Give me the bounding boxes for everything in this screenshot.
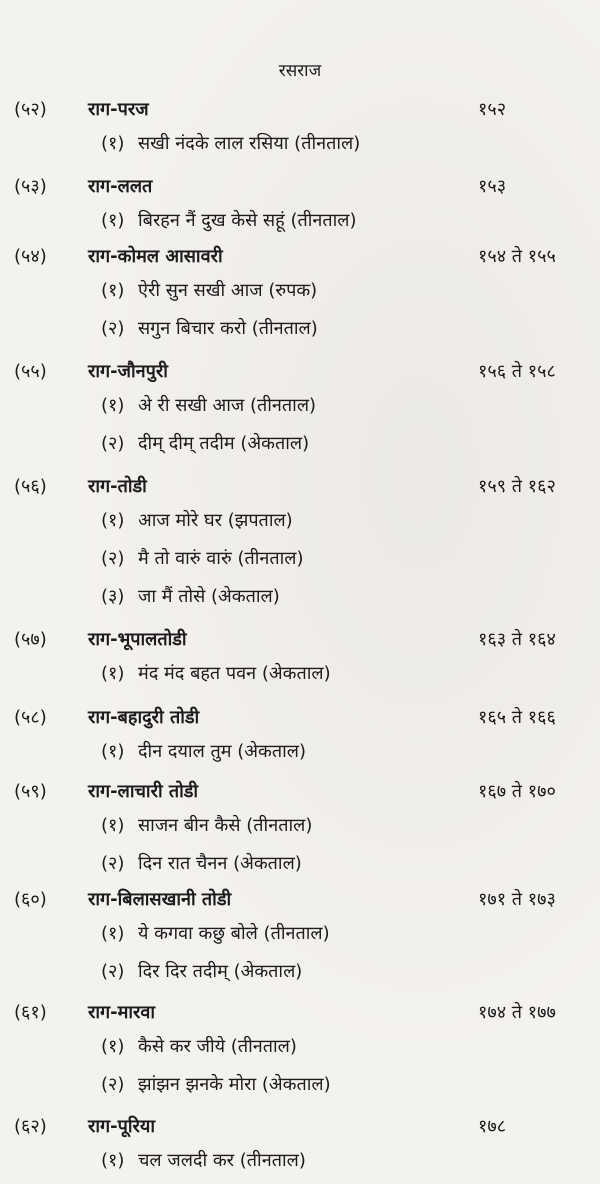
song-title: आज मोरे घर (झपताल) [138, 510, 293, 531]
page-range: १७८ [478, 1116, 507, 1137]
raga-name: राग-बहादुरी तोडी [88, 707, 200, 728]
raga-number: (६१) [14, 1002, 47, 1023]
raga-number: (५९) [14, 781, 47, 802]
raga-row [0, 172, 600, 202]
song-title: अे री सखी आज (तीनताल) [138, 395, 317, 416]
raga-name: राग-परज [88, 99, 149, 120]
song-number: (१) [101, 395, 125, 416]
raga-name: राग-कोमल आसावरी [88, 246, 223, 267]
toc-entry [0, 998, 600, 1104]
raga-name: राग-तोडी [88, 476, 147, 497]
raga-row [0, 885, 600, 915]
song-row [0, 202, 600, 240]
song-title: ऐरी सुन सखी आज (रुपक) [138, 280, 318, 301]
song-row [0, 502, 600, 540]
song-number: (२) [101, 853, 125, 874]
song-title: दीन दयाल तुम (अेकताल) [138, 741, 307, 762]
song-number: (१) [101, 815, 125, 836]
page-header: रसराज [278, 61, 322, 81]
raga-number: (५२) [14, 99, 47, 120]
toc-entry [0, 172, 600, 240]
song-row [0, 1142, 600, 1180]
toc-entry [0, 95, 600, 163]
raga-row [0, 625, 600, 655]
page-range: १६७ ते १७० [478, 781, 556, 802]
song-row [0, 540, 600, 578]
song-number: (२) [101, 961, 125, 982]
song-number: (१) [101, 133, 125, 154]
page-range: १७४ ते १७७ [478, 1002, 556, 1023]
song-title: सखी नंदके लाल रसिया (तीनताल) [138, 133, 361, 154]
song-number: (१) [101, 741, 125, 762]
raga-name: राग-भूपालतोडी [88, 629, 187, 650]
song-row [0, 953, 600, 991]
song-title: झांझन झनके मोरा (अेकताल) [138, 1074, 331, 1095]
page-range: १६३ ते १६४ [478, 629, 556, 650]
song-row [0, 845, 600, 883]
page-range: १५३ [478, 176, 507, 197]
song-title: ये कगवा कछु बोले (तीनताल) [138, 923, 330, 944]
song-row [0, 272, 600, 310]
raga-name: राग-लाचारी तोडी [88, 781, 199, 802]
song-number: (१) [101, 923, 125, 944]
raga-number: (६२) [14, 1116, 47, 1137]
song-row [0, 733, 600, 771]
raga-row [0, 998, 600, 1028]
song-row [0, 125, 600, 163]
song-number: (१) [101, 210, 125, 231]
song-title: जा मैं तोसे (अेकताल) [138, 586, 280, 607]
song-title: दिर दिर तदीम् (अेकताल) [138, 961, 303, 982]
song-number: (३) [101, 586, 125, 607]
page-range: १७१ ते १७३ [478, 889, 556, 910]
song-number: (१) [101, 1036, 125, 1057]
raga-number: (५५) [14, 361, 47, 382]
song-row [0, 915, 600, 953]
song-title: साजन बीन कैसे (तीनताल) [138, 815, 313, 836]
toc-entry [0, 777, 600, 883]
song-title: दिन रात चैनन (अेकताल) [138, 853, 302, 874]
song-number: (२) [101, 318, 125, 339]
song-title: सगुन बिचार करो (तीनताल) [138, 318, 318, 339]
song-number: (१) [101, 1150, 125, 1171]
song-number: (१) [101, 663, 125, 684]
song-number: (२) [101, 1074, 125, 1095]
song-number: (१) [101, 280, 125, 301]
song-row [0, 387, 600, 425]
song-title: मै तो वारुं वारुं (तीनताल) [138, 548, 304, 569]
raga-row [0, 703, 600, 733]
song-number: (१) [101, 510, 125, 531]
raga-name: राग-बिलासखानी तोडी [88, 889, 232, 910]
toc-entry [0, 1112, 600, 1180]
raga-number: (५८) [14, 707, 47, 728]
page-range: १५२ [478, 99, 507, 120]
raga-row [0, 472, 600, 502]
toc-entry [0, 703, 600, 771]
page-range: १५९ ते १६२ [478, 476, 556, 497]
raga-name: राग-ललत [88, 176, 153, 197]
song-title: चल जलदी कर (तीनताल) [138, 1150, 306, 1171]
song-number: (२) [101, 433, 125, 454]
raga-number: (५७) [14, 629, 47, 650]
raga-row [0, 95, 600, 125]
raga-number: (५३) [14, 176, 47, 197]
toc-entry [0, 472, 600, 616]
song-row [0, 807, 600, 845]
song-row [0, 655, 600, 693]
song-title: बिरहन नैं दुख केसे सहूं (तीनताल) [138, 210, 357, 231]
raga-row [0, 1112, 600, 1142]
song-title: मंद मंद बहत पवन (अेकताल) [138, 663, 331, 684]
raga-name: राग-पूरिया [88, 1116, 155, 1137]
song-row [0, 1066, 600, 1104]
page-range: १५६ ते १५८ [478, 361, 556, 382]
toc-entry [0, 885, 600, 991]
raga-row [0, 777, 600, 807]
raga-number: (५४) [14, 246, 47, 267]
raga-number: (६०) [14, 889, 47, 910]
raga-row [0, 242, 600, 272]
raga-row [0, 357, 600, 387]
toc-entry [0, 242, 600, 348]
song-row [0, 1028, 600, 1066]
song-row [0, 425, 600, 463]
song-row [0, 578, 600, 616]
toc-entry [0, 357, 600, 463]
raga-name: राग-मारवा [88, 1002, 156, 1023]
song-number: (२) [101, 548, 125, 569]
raga-number: (५६) [14, 476, 47, 497]
raga-name: राग-जौनपुरी [88, 361, 168, 382]
page-range: १५४ ते १५५ [478, 246, 556, 267]
toc-entry [0, 625, 600, 693]
song-row [0, 310, 600, 348]
song-title: दीम् दीम् तदीम (अेकताल) [138, 433, 310, 454]
page-range: १६५ ते १६६ [478, 707, 556, 728]
song-title: कैसे कर जीये (तीनताल) [138, 1036, 297, 1057]
